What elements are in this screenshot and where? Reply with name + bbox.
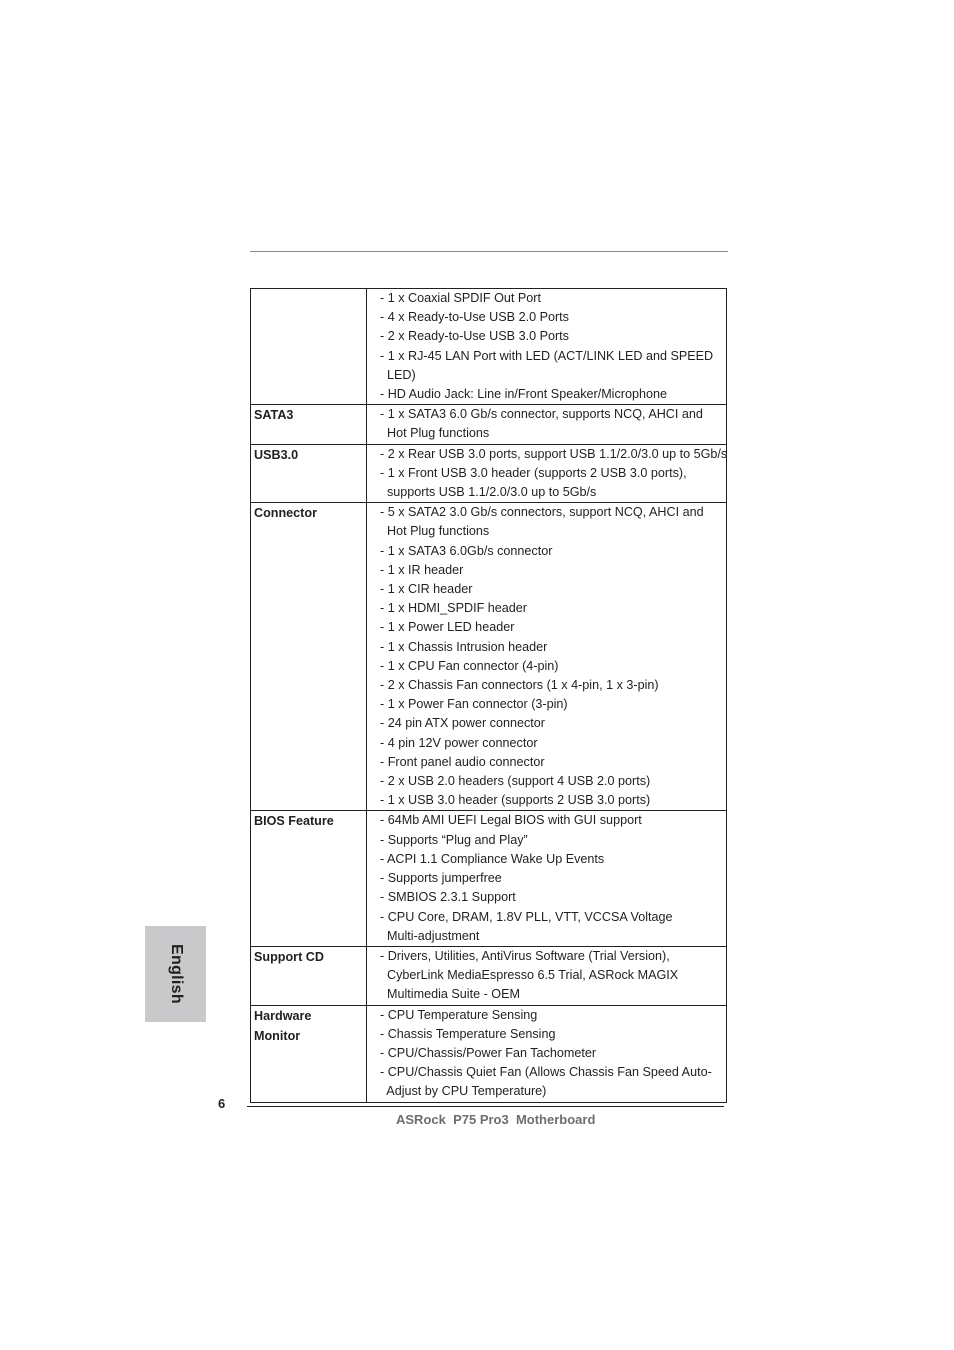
spec-items-cell (367, 444, 727, 503)
language-tab (145, 926, 206, 1022)
spec-item: CyberLink MediaEspresso 6.5 Trial, ASRock MAGIX (380, 968, 679, 983)
spec-item: - 1 x RJ-45 LAN Port with LED (ACT/LINK LED and SPEED (380, 348, 714, 363)
spec-item: - ACPI 1.1 Compliance Wake Up Events (380, 851, 605, 866)
spec-item: - 1 x Front USB 3.0 header (supports 2 USB 3.0 ports), (380, 465, 687, 480)
spec-item: - 2 x Rear USB 3.0 ports, support USB 1.1/2.0/3.0 up to 5Gb/s (380, 446, 728, 461)
spec-items-cell (367, 503, 727, 811)
spec-row (251, 405, 727, 444)
spec-items-cell (367, 1005, 727, 1102)
spec-item: Hot Plug functions (380, 524, 490, 539)
spec-label: Connector (254, 506, 317, 521)
spec-item: - 5 x SATA2 3.0 Gb/s connectors, support NCQ, AHCI and (380, 505, 704, 520)
spec-item: - 1 x CPU Fan connector (4-pin) (380, 658, 559, 673)
spec-item: Multi-adjustment (380, 928, 480, 943)
spec-label-cell (251, 444, 367, 503)
spec-item: - 1 x USB 3.0 header (supports 2 USB 3.0 ports) (380, 793, 651, 808)
spec-row (251, 811, 727, 946)
spec-item: - Drivers, Utilities, AntiVirus Software (Trial Version), (380, 948, 670, 963)
spec-item: - CPU/Chassis/Power Fan Tachometer (380, 1045, 597, 1060)
spec-item: - Chassis Temperature Sensing (380, 1026, 556, 1041)
footer-divider (247, 1106, 724, 1107)
spec-items-cell (367, 811, 727, 946)
spec-item: - 1 x Power LED header (380, 620, 515, 635)
spec-label-cell (251, 811, 367, 946)
spec-row (251, 503, 727, 811)
spec-label-cell (251, 1005, 367, 1102)
spec-row (251, 1005, 727, 1102)
spec-row (251, 444, 727, 503)
spec-item: - HD Audio Jack: Line in/Front Speaker/Microphone (380, 387, 667, 402)
spec-items-cell (367, 405, 727, 444)
spec-item: - 2 x USB 2.0 headers (support 4 USB 2.0 ports) (380, 774, 651, 789)
spec-label: SATA3 (254, 408, 294, 423)
spec-item: - 1 x HDMI_SPDIF header (380, 601, 527, 616)
spec-item: - 2 x Chassis Fan connectors (1 x 4-pin, 1 x 3-pin) (380, 678, 659, 693)
spec-item: - Supports “Plug and Play” (380, 832, 528, 847)
spec-item: - 1 x Coaxial SPDIF Out Port (380, 291, 541, 305)
page-number: 6 (218, 1096, 226, 1111)
spec-item: - 1 x CIR header (380, 582, 473, 597)
spec-label: USB3.0 (254, 447, 299, 462)
header-divider (250, 251, 728, 252)
spec-item: - CPU Temperature Sensing (380, 1007, 538, 1022)
spec-item: Hot Plug functions (380, 426, 490, 441)
spec-item: - 4 x Ready-to-Use USB 2.0 Ports (380, 310, 569, 325)
spec-label: Hardware (254, 1008, 312, 1023)
spec-item: - CPU Core, DRAM, 1.8V PLL, VTT, VCCSA Voltage (380, 909, 673, 924)
spec-item: - 4 pin 12V power connector (380, 735, 538, 750)
spec-item: Adjust by CPU Temperature) (380, 1084, 547, 1099)
spec-row (251, 946, 727, 1005)
spec-label-cell (251, 503, 367, 811)
spec-items-cell (367, 946, 727, 1005)
specification-table-body (251, 289, 727, 1103)
spec-item: - 1 x IR header (380, 562, 464, 577)
spec-item: - 1 x SATA3 6.0Gb/s connector (380, 543, 553, 558)
spec-label: Support CD (254, 949, 324, 964)
spec-item: - 1 x Chassis Intrusion header (380, 639, 548, 654)
spec-item: - 1 x Power Fan connector (3-pin) (380, 697, 568, 712)
spec-item: - 24 pin ATX power connector (380, 716, 545, 731)
spec-label-cell (251, 405, 367, 444)
spec-item: - Front panel audio connector (380, 754, 545, 769)
spec-label: BIOS Feature (254, 814, 334, 829)
spec-label-cell (251, 289, 367, 405)
spec-item: - CPU/Chassis Quiet Fan (Allows Chassis Fan Speed Auto- (380, 1065, 712, 1080)
spec-row (251, 289, 727, 405)
spec-item: supports USB 1.1/2.0/3.0 up to 5Gb/s (380, 485, 597, 500)
footer-title: ASRock P75 Pro3 Motherboard (396, 1112, 596, 1127)
spec-item: LED) (380, 367, 416, 382)
spec-item: - SMBIOS 2.3.1 Support (380, 890, 516, 905)
spec-label: Monitor (254, 1028, 301, 1043)
specification-table (250, 288, 727, 1103)
spec-item: - Supports jumperfree (380, 871, 502, 886)
spec-label-cell (251, 946, 367, 1005)
spec-item: - 1 x SATA3 6.0 Gb/s connector, supports NCQ, AHCI and (380, 407, 703, 422)
spec-item: - 2 x Ready-to-Use USB 3.0 Ports (380, 329, 569, 344)
spec-items-cell (367, 289, 727, 405)
spec-item: - 64Mb AMI UEFI Legal BIOS with GUI support (380, 813, 642, 828)
spec-item: Multimedia Suite - OEM (380, 987, 520, 1002)
language-tab-label: English (167, 944, 185, 1004)
